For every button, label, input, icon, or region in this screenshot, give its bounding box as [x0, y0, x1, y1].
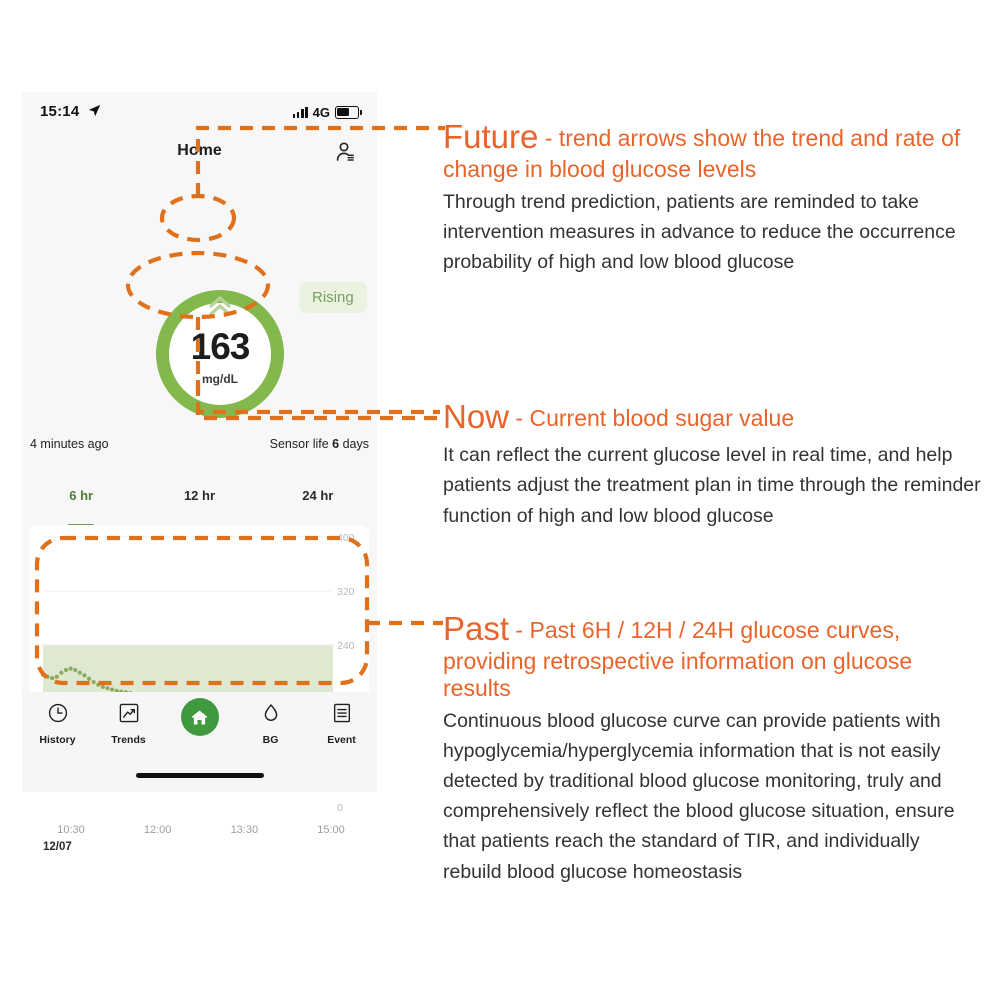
double-chevron-up-icon: [207, 294, 233, 323]
nav-item-bg[interactable]: [235, 702, 306, 764]
x-axis-tick: 10:30: [57, 824, 85, 836]
clock-icon: [47, 702, 69, 729]
nav-item-event[interactable]: [306, 702, 377, 764]
status-bar: [22, 92, 377, 132]
home-icon[interactable]: [181, 698, 219, 736]
range-tabs[interactable]: [22, 488, 377, 518]
trend-chart-icon: [118, 702, 140, 729]
document-list-icon: [331, 702, 353, 729]
annotation-past-subtitle: - Past 6H / 12H / 24H glucose curves, providing retrospective information on glucose results: [443, 617, 913, 701]
annotation-now-heading: [443, 398, 983, 436]
profile-icon[interactable]: [333, 140, 357, 164]
annotation-future: [443, 118, 983, 278]
signal-bars-icon: [293, 107, 308, 118]
nav-item-history[interactable]: [22, 702, 93, 764]
annotation-past-title: Past: [443, 610, 510, 647]
blood-drop-icon: [260, 702, 282, 729]
nav-label-bg: BG: [262, 734, 279, 746]
location-arrow-icon: [88, 104, 101, 122]
glucose-unit: mg/dL: [202, 372, 238, 386]
nav-label-event: Event: [327, 734, 356, 746]
app-header: [22, 142, 377, 176]
bottom-nav[interactable]: [22, 692, 377, 792]
page-title: Home: [177, 142, 222, 159]
nav-label-history: History: [39, 734, 76, 746]
annotation-future-title: Future: [443, 118, 539, 155]
annotation-now-title: Now: [443, 398, 510, 435]
annotation-past: [443, 610, 983, 887]
annotation-past-heading: [443, 610, 983, 702]
annotation-now: [443, 398, 983, 531]
status-bar-right: [293, 105, 359, 120]
annotation-now-body: It can reflect the current glucose level in real time, and help patients adjust the treatment plan in time through the reminder function of high and low blood glucose: [443, 444, 981, 527]
glucose-value: 163: [190, 326, 250, 367]
x-axis-tick: 15:00: [317, 824, 345, 836]
battery-icon: [335, 106, 359, 119]
y-axis-tick: 400: [337, 532, 355, 544]
y-axis-tick: 240: [337, 640, 355, 652]
annotation-future-subtitle: - trend arrows show the trend and rate of change in blood glucose levels: [443, 125, 961, 183]
status-time: 15:14: [40, 102, 80, 120]
y-axis-tick: 0: [337, 802, 343, 814]
home-indicator: [136, 773, 264, 778]
annotation-future-body: Through trend prediction, patients are reminded to take intervention measures in advance to reduce the occurrence probability of high and low blood glucose: [443, 190, 956, 274]
chart-date-label: 12/07: [43, 841, 72, 853]
y-axis-tick: 320: [337, 586, 355, 598]
annotation-future-heading: [443, 118, 983, 183]
last-updated-label: 4 minutes ago: [30, 437, 109, 451]
annotation-past-body: Continuous blood glucose curve can provide patients with hypoglycemia/hyperglycemia information that is not easily detected by traditional blood glucose monitoring, truly and comprehensively reflect the blood glucose situation, ensure that patients reach the standard of TIR, and individually rebuild blood glucose homeostasis: [443, 709, 955, 883]
nav-item-trends[interactable]: [93, 702, 164, 764]
x-axis-tick: 13:30: [230, 824, 259, 836]
reading-meta-row: [22, 437, 377, 457]
trend-status-badge: Rising: [299, 282, 367, 313]
range-tab-12hr[interactable]: 12 hr: [183, 488, 216, 503]
phone-mockup: [22, 92, 377, 853]
glucose-ring: [156, 290, 284, 418]
nav-label-trends: Trends: [111, 734, 146, 746]
range-tab-6hr[interactable]: 6 hr: [22, 488, 140, 518]
status-bar-left: [40, 103, 101, 122]
nav-item-home[interactable]: [164, 702, 235, 764]
network-label: 4G: [312, 104, 330, 120]
annotation-now-subtitle: - Current blood sugar value: [509, 405, 795, 431]
sensor-life-label: Sensor life 6 days: [269, 437, 369, 451]
x-axis-tick: 12:00: [143, 824, 172, 836]
range-tab-24hr[interactable]: 24 hr: [302, 488, 334, 503]
